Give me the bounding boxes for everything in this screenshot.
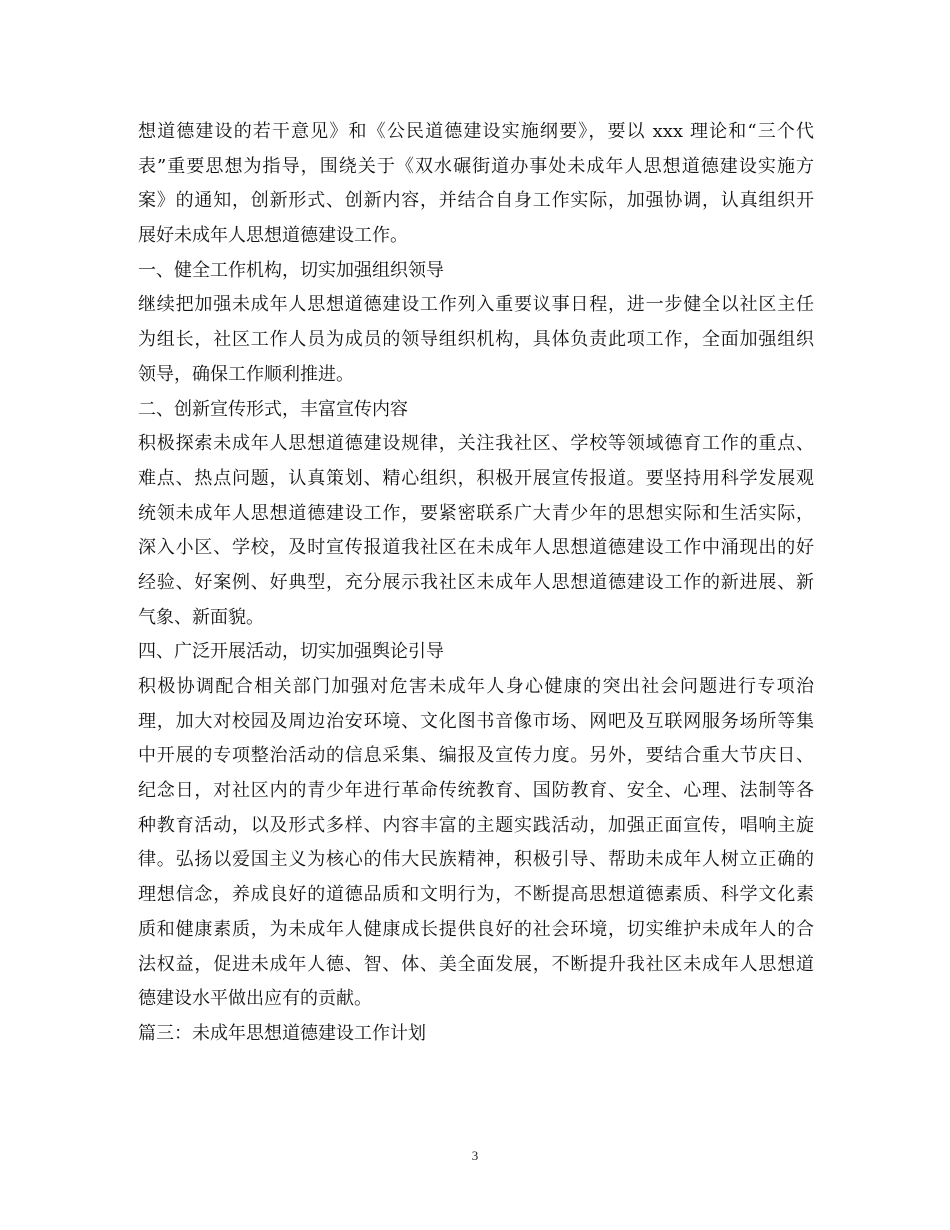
text-line: 统领未成年人思想道德建设工作，要紧密联系广大青少年的思想实际和生活实际，	[138, 502, 814, 524]
text-line: 一、健全工作机构，切实加强组织领导	[138, 259, 444, 281]
text-line: 表”重要思想为指导，围绕关于《双水碾街道办事处未成年人思想道德建设实施方	[138, 155, 814, 177]
document-body	[138, 115, 814, 1052]
text-line: 积极探索未成年人思想道德建设规律，关注我社区、学校等领域德育工作的重点、	[138, 433, 814, 455]
text-line: 领导，确保工作顺利推进。	[138, 363, 354, 385]
text-line: 纪念日，对社区内的青少年进行革命传统教育、国防教育、安全、心理、法制等各	[138, 780, 814, 802]
text-line: 德建设水平做出应有的贡献。	[138, 988, 372, 1010]
text-line: 难点、热点问题，认真策划、精心组织，积极开展宣传报道。要坚持用科学发展观	[138, 467, 814, 489]
text-line: 二、创新宣传形式，丰富宣传内容	[138, 398, 408, 420]
text-line: 案》的通知，创新形式、创新内容，并结合自身工作实际，加强协调，认真组织开	[138, 190, 814, 212]
text-line: 继续把加强未成年人思想道德建设工作列入重要议事日程，进一步健全以社区主任	[138, 294, 814, 316]
text-line: 经验、好案例、好典型，充分展示我社区未成年人思想道德建设工作的新进展、新	[138, 571, 814, 593]
text-line: 为组长，社区工作人员为成员的领导组织机构，具体负责此项工作，全面加强组织	[138, 329, 814, 351]
text-line: 深入小区、学校，及时宣传报道我社区在未成年人思想道德建设工作中涌现出的好	[138, 537, 814, 559]
text-line: 中开展的专项整治活动的信息采集、编报及宣传力度。另外，要结合重大节庆日、	[138, 745, 814, 767]
text-line: 展好未成年人思想道德建设工作。	[138, 225, 408, 247]
text-line: 四、广泛开展活动，切实加强舆论引导	[138, 641, 444, 663]
text-line: 质和健康素质，为未成年人健康成长提供良好的社会环境，切实维护未成年人的合	[138, 918, 814, 940]
text-line: 气象、新面貌。	[138, 606, 264, 628]
text-line: 法权益，促进未成年人德、智、体、美全面发展，不断提升我社区未成年人思想道	[138, 953, 814, 975]
text-line: 种教育活动，以及形式多样、内容丰富的主题实践活动，加强正面宣传，唱响主旋	[138, 814, 814, 836]
text-line: 理想信念，养成良好的道德品质和文明行为，不断提高思想道德素质、科学文化素	[138, 884, 814, 906]
page-number: 3	[471, 1148, 479, 1163]
text-line: 理，加大对校园及周边治安环境、文化图书音像市场、网吧及互联网服务场所等集	[138, 710, 814, 732]
text-line: 积极协调配合相关部门加强对危害未成年人身心健康的突出社会问题进行专项治	[138, 676, 814, 697]
text-line: 篇三：未成年思想道德建设工作计划	[138, 1022, 426, 1044]
text-line: 律。弘扬以爱国主义为核心的伟大民族精神，积极引导、帮助未成年人树立正确的	[138, 849, 814, 871]
text-line: 想道德建设的若干意见》和《公民道德建设实施纲要》，要以 xxx 理论和“三个代	[138, 121, 814, 142]
